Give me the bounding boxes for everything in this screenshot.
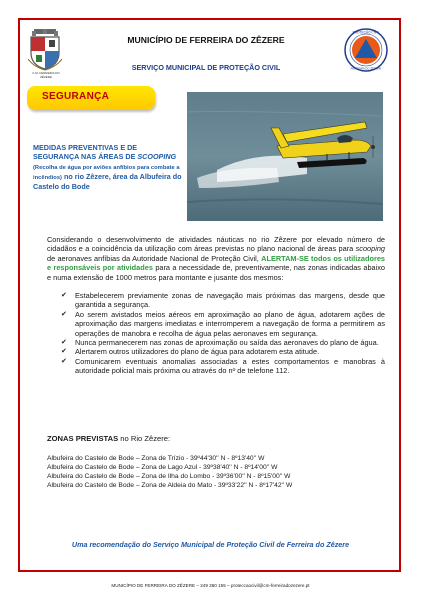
intro-line-1: MEDIDAS PREVENTIVAS E DE SEGURANÇA NAS ÁREAS DE SCOOPING [33,143,177,162]
page-subtitle: SERVIÇO MUNICIPAL DE PROTEÇÃO CIVIL [131,63,281,72]
recommendation-text: Uma recomendação do Serviço Municipal de Proteção Civil de Ferreira do Zêzere [71,540,350,549]
zones-list [47,455,292,491]
page-title: MUNICÍPIO DE FERREIRA DO ZÊZERE [127,35,285,45]
body-scooping-term: scooping [355,244,385,254]
intro-line-2: (Recolha de água por aviões anfíbios para combate a incêndios) [33,164,180,181]
crest-caption: C.M. FERREIRA DO ZÊZERE [32,71,60,79]
section-badge-label: SEGURANÇA [42,91,110,102]
zone-item: Albufeira do Castelo de Bode – Zona de Lago Azul - 39º38'40'' N - 8º14'00'' W [47,463,278,471]
zones-heading: ZONAS PREVISTAS no Rio Zêzere: [47,434,171,443]
zone-item: Albufeira do Castelo de Bode – Zona de Trízio - 39º44'30'' N - 8º13'40'' W [47,455,265,462]
measures-list [61,291,385,376]
zone-item: Albufeira do Castelo de Bode – Zona de Aldeia do Mato - 39º33'22'' N - 8º17'42'' W [47,481,293,489]
intro-heading [33,143,183,192]
amphibious-aircraft-photo [187,92,383,221]
list-item: ✔ Comunicarem eventuais anomalias associadas a estes comportamentos e manobras à autoridade policial mais próxima ou através do nº de telefone 112. [61,356,385,376]
svg-text:PROTEÇÃO CIVIL: PROTEÇÃO CIVIL [352,30,380,35]
list-item: ✔ Nunca permanecerem nas zonas de aproximação ou saída das aeronaves do plano de água. [61,338,379,348]
zone-item: Albufeira do Castelo de Bode – Zona de Ilha do Lombo - 39º36'00'' N - 8º15'00'' W [47,472,291,480]
checkmark-icon: ✔ [61,348,67,356]
intro-scooping-term: SCOOPING [137,152,177,162]
checkmark-icon: ✔ [61,357,67,365]
checkmark-icon: ✔ [61,310,67,318]
intro-line-3: no rio Zêzere, área da Albufeira do Castelo do Bode [33,172,182,192]
section-badge [27,86,155,110]
list-item: ✔ Ao serem avistados meios aéreos em aproximação ao plano de água, adotarem ações de aproximação das margens imediatas e interromperem a navegação de forma a permitirem as operações de manobra e recolha de água pelas aeronaves em segurança. [61,309,385,338]
checkmark-icon: ✔ [61,292,67,299]
footer-contact: MUNICÍPIO DE FERREIRA DO ZÊZERE – 249 360 155 – proteccaocivil@cm-ferreiradozezere.pt [111,583,310,588]
list-item: ✔ Estabelecerem previamente zonas de navegação mais próximas das margens, desde que garantida a segurança. [61,291,385,310]
header [20,20,399,82]
list-item: ✔ Alertarem outros utilizadores do plano de água para adotarem esta atitude. [61,347,320,357]
body-paragraph: Considerando o desenvolvimento de atividades náuticas no rio Zêzere por elevado número de cidadãos e a coincidência da utilização com áreas previstas no plano nacional de áreas para scooping de aeronaves anfíbias da Autoridade Nacional de Proteção Civil, ALERTAM-SE todos os utilizadores e responsáveis por atividades para a necessidade de, preventivamente, nas zonas indicadas abaixo e numa extensão de 1000 metros para montante e jusante dos mesmos: [47,235,385,282]
civil-protection-emblem-icon [344,28,388,72]
svg-text:FERREIRA DO ZÊZERE: FERREIRA DO ZÊZERE [350,66,382,71]
alert-highlight: ALERTAM-SE todos os utilizadores e responsáveis por atividades [47,253,385,273]
municipal-crest-icon [28,29,62,71]
checkmark-icon: ✔ [61,339,67,347]
